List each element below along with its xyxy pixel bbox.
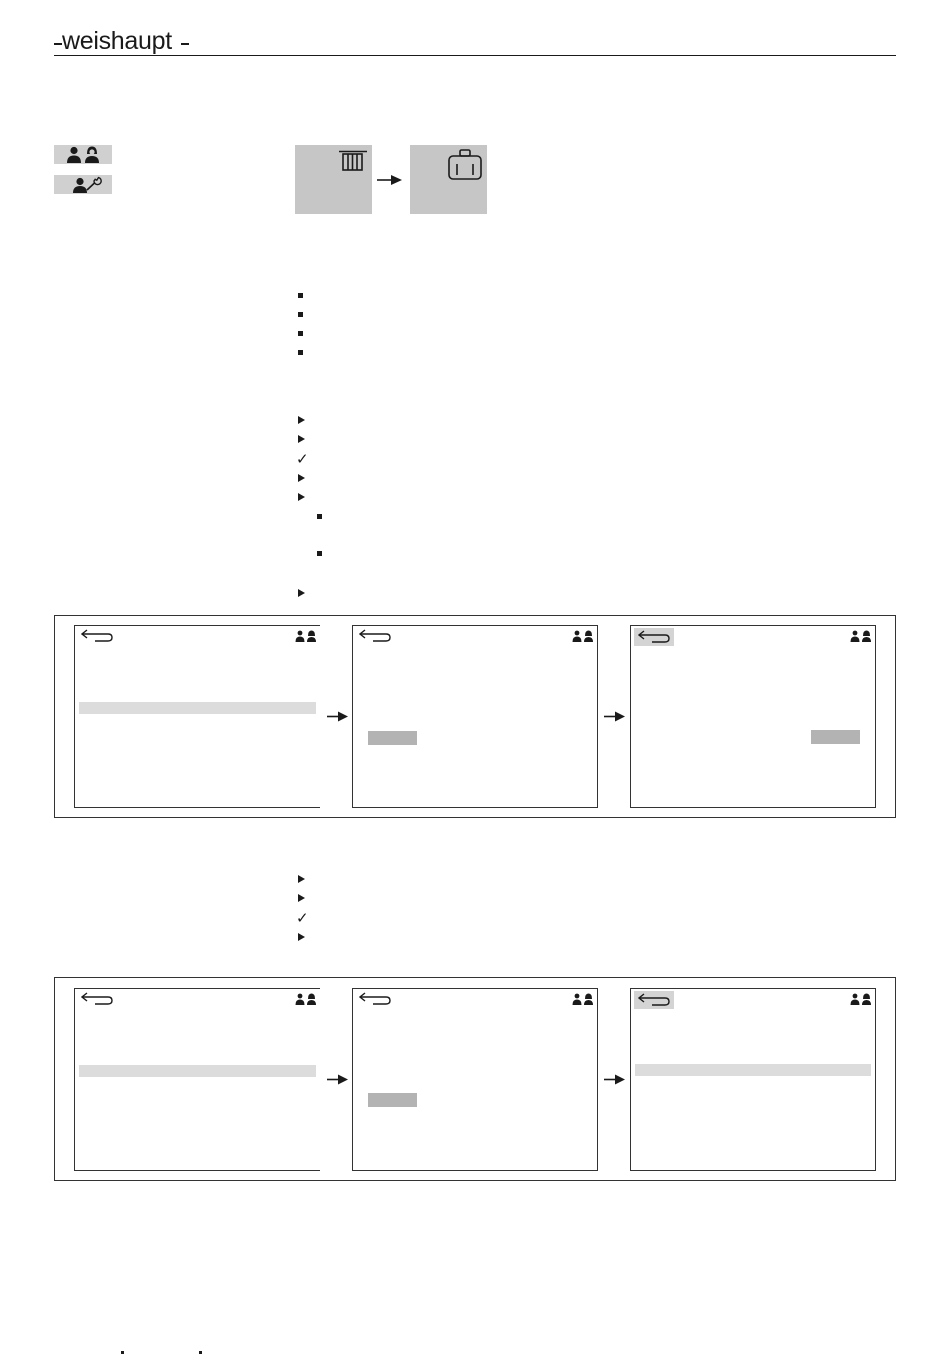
step-marker (298, 875, 305, 883)
step-marker (298, 493, 305, 501)
back-arrow-icon (638, 993, 672, 1007)
user-pair-icon (295, 993, 317, 1005)
selected-value-field[interactable] (368, 1093, 417, 1107)
selected-menu-row[interactable] (79, 702, 316, 714)
selected-value-field[interactable] (368, 731, 417, 745)
heating-tile[interactable] (295, 145, 372, 214)
user-pair-icon (572, 993, 594, 1005)
heating-radiator-icon (338, 149, 368, 173)
selected-menu-row[interactable] (79, 1065, 316, 1077)
holiday-tile[interactable] (410, 145, 487, 214)
check-mark-icon: ✓ (296, 450, 309, 468)
back-button[interactable] (634, 991, 674, 1009)
header-rule (54, 55, 896, 56)
user-wrench-icon (54, 175, 112, 194)
footer-mark (199, 1351, 202, 1354)
sub-bullet (317, 551, 322, 556)
user-pair-icon (295, 630, 317, 642)
back-arrow-icon[interactable] (359, 629, 393, 643)
display-screen-edit (352, 988, 598, 1171)
step-marker (298, 894, 305, 902)
step-marker (298, 435, 305, 443)
step-marker (298, 589, 305, 597)
list-bullet (298, 331, 303, 336)
selected-menu-row[interactable] (635, 1064, 871, 1076)
sub-bullet (317, 514, 322, 519)
step-marker (298, 933, 305, 941)
user-pair-icon (850, 630, 872, 642)
selected-value-field[interactable] (811, 730, 860, 744)
list-bullet (298, 293, 303, 298)
back-button[interactable] (634, 628, 674, 646)
service-level-badge (54, 175, 112, 194)
step-marker (298, 416, 305, 424)
right-arrow-icon (377, 174, 403, 186)
user-pair-icon (850, 993, 872, 1005)
check-mark-icon: ✓ (296, 909, 309, 927)
display-screen-confirm (630, 988, 876, 1171)
right-arrow-icon (327, 1074, 349, 1085)
user-pair-icon (54, 145, 112, 164)
logo-dash-right (181, 43, 189, 45)
brand-logo (54, 27, 172, 56)
back-arrow-icon[interactable] (359, 992, 393, 1006)
back-arrow-icon[interactable] (81, 629, 115, 643)
user-level-badge (54, 145, 112, 164)
back-arrow-icon[interactable] (81, 992, 115, 1006)
step-marker (298, 474, 305, 482)
display-screen-menu (74, 988, 320, 1171)
right-arrow-icon (327, 711, 349, 722)
footer-mark (121, 1351, 124, 1354)
display-screen-confirm (630, 625, 876, 808)
display-screen-edit (352, 625, 598, 808)
right-arrow-icon (604, 711, 626, 722)
suitcase-icon (447, 149, 483, 181)
back-arrow-icon (638, 630, 672, 644)
right-arrow-icon (604, 1074, 626, 1085)
list-bullet (298, 350, 303, 355)
brand-logo-text: weishaupt (62, 27, 172, 55)
user-pair-icon (572, 630, 594, 642)
logo-dash-left (54, 43, 62, 45)
display-screen-menu (74, 625, 320, 808)
list-bullet (298, 312, 303, 317)
